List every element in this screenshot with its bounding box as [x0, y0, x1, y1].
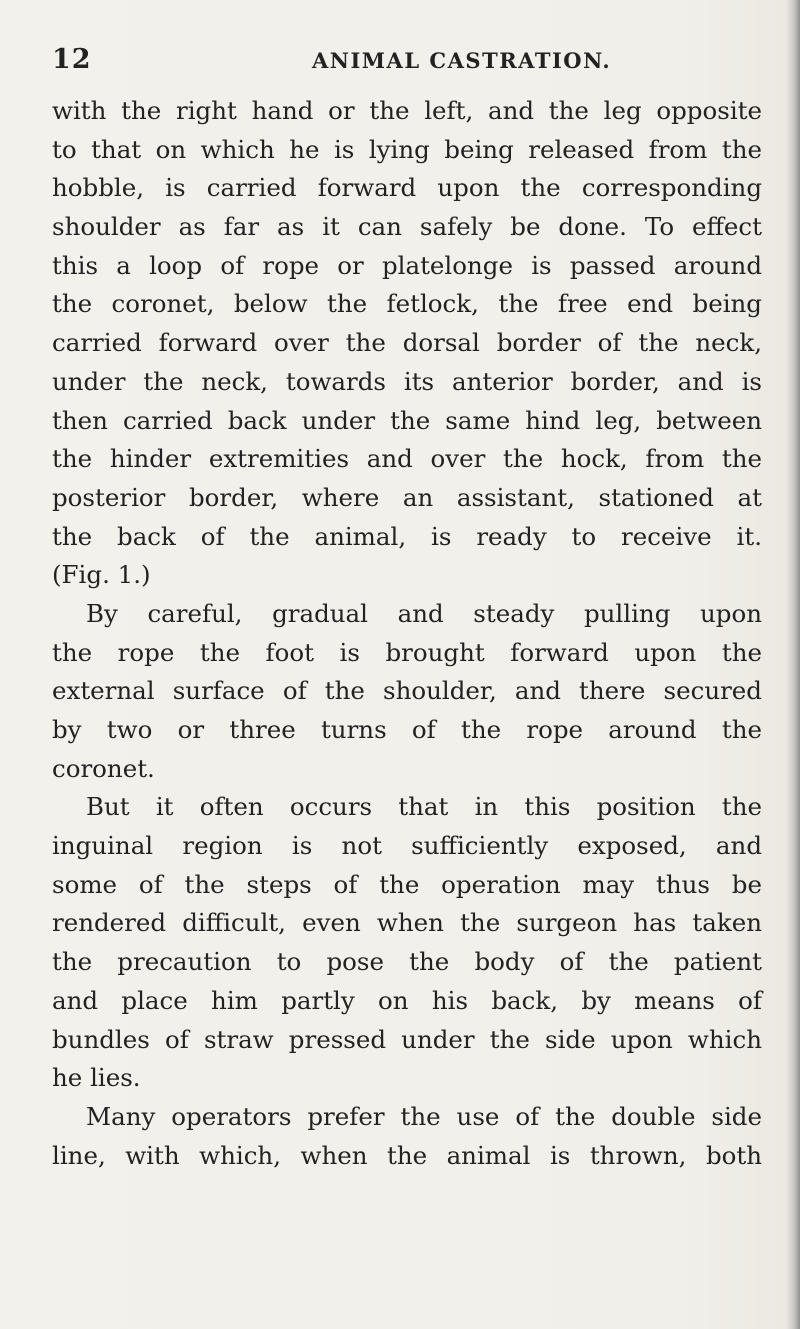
running-head	[52, 44, 757, 80]
paragraph-start-line: By careful, gradual and steady pulling upon	[86, 598, 762, 628]
text-line: some of the steps of the operation may thus be	[52, 869, 762, 899]
text-line: he lies.	[52, 1063, 141, 1093]
text-line: by two or three turns of the rope around the	[52, 715, 762, 744]
text-line: shoulder as far as it can safely be done. To effect	[52, 212, 762, 242]
text-line: rendered difficult, even when the surgeon has taken	[52, 908, 762, 938]
text-line: posterior border, where an assistant, stationed at	[52, 482, 762, 512]
text-line: carried forward over the dorsal border of the neck,	[52, 328, 762, 358]
running-title: ANIMAL CASTRATION.	[312, 48, 612, 73]
paragraph-start-line: But it often occurs that in this position the	[86, 792, 762, 822]
text-line: the coronet, below the fetlock, the free end being	[52, 289, 762, 319]
text-line: inguinal region is not sufficiently exposed, and	[52, 831, 762, 861]
text-line: and place him partly on his back, by means of	[52, 985, 762, 1015]
text-line: under the neck, towards its anterior border, and is	[52, 366, 762, 396]
text-line: then carried back under the same hind leg, between	[52, 405, 762, 435]
text-line: the rope the foot is brought forward upon the	[52, 637, 762, 667]
page-edge-shadow	[786, 0, 800, 1329]
text-line: coronet.	[52, 753, 155, 783]
text-line: to that on which he is lying being released from the	[52, 134, 762, 164]
text-line: the back of the animal, is ready to receive it.	[52, 521, 762, 551]
text-line: the precaution to pose the body of the patient	[52, 947, 762, 977]
text-line: the hinder extremities and over the hock, from the	[52, 444, 762, 474]
paragraph-start-line: Many operators prefer the use of the double side	[86, 1101, 762, 1131]
text-line: line, with which, when the animal is thrown, both	[52, 1140, 762, 1170]
text-line: bundles of straw pressed under the side upon which	[52, 1024, 762, 1054]
page-number: 12	[52, 44, 92, 75]
text-line: external surface of the shoulder, and there secured	[52, 676, 762, 706]
text-line: hobble, is carried forward upon the corresponding	[52, 173, 762, 203]
text-line: (Fig. 1.)	[52, 560, 151, 590]
body-text	[52, 92, 762, 1175]
text-line: with the right hand or the left, and the leg opposite	[52, 96, 762, 125]
text-line: this a loop of rope or platelonge is passed around	[52, 250, 762, 280]
